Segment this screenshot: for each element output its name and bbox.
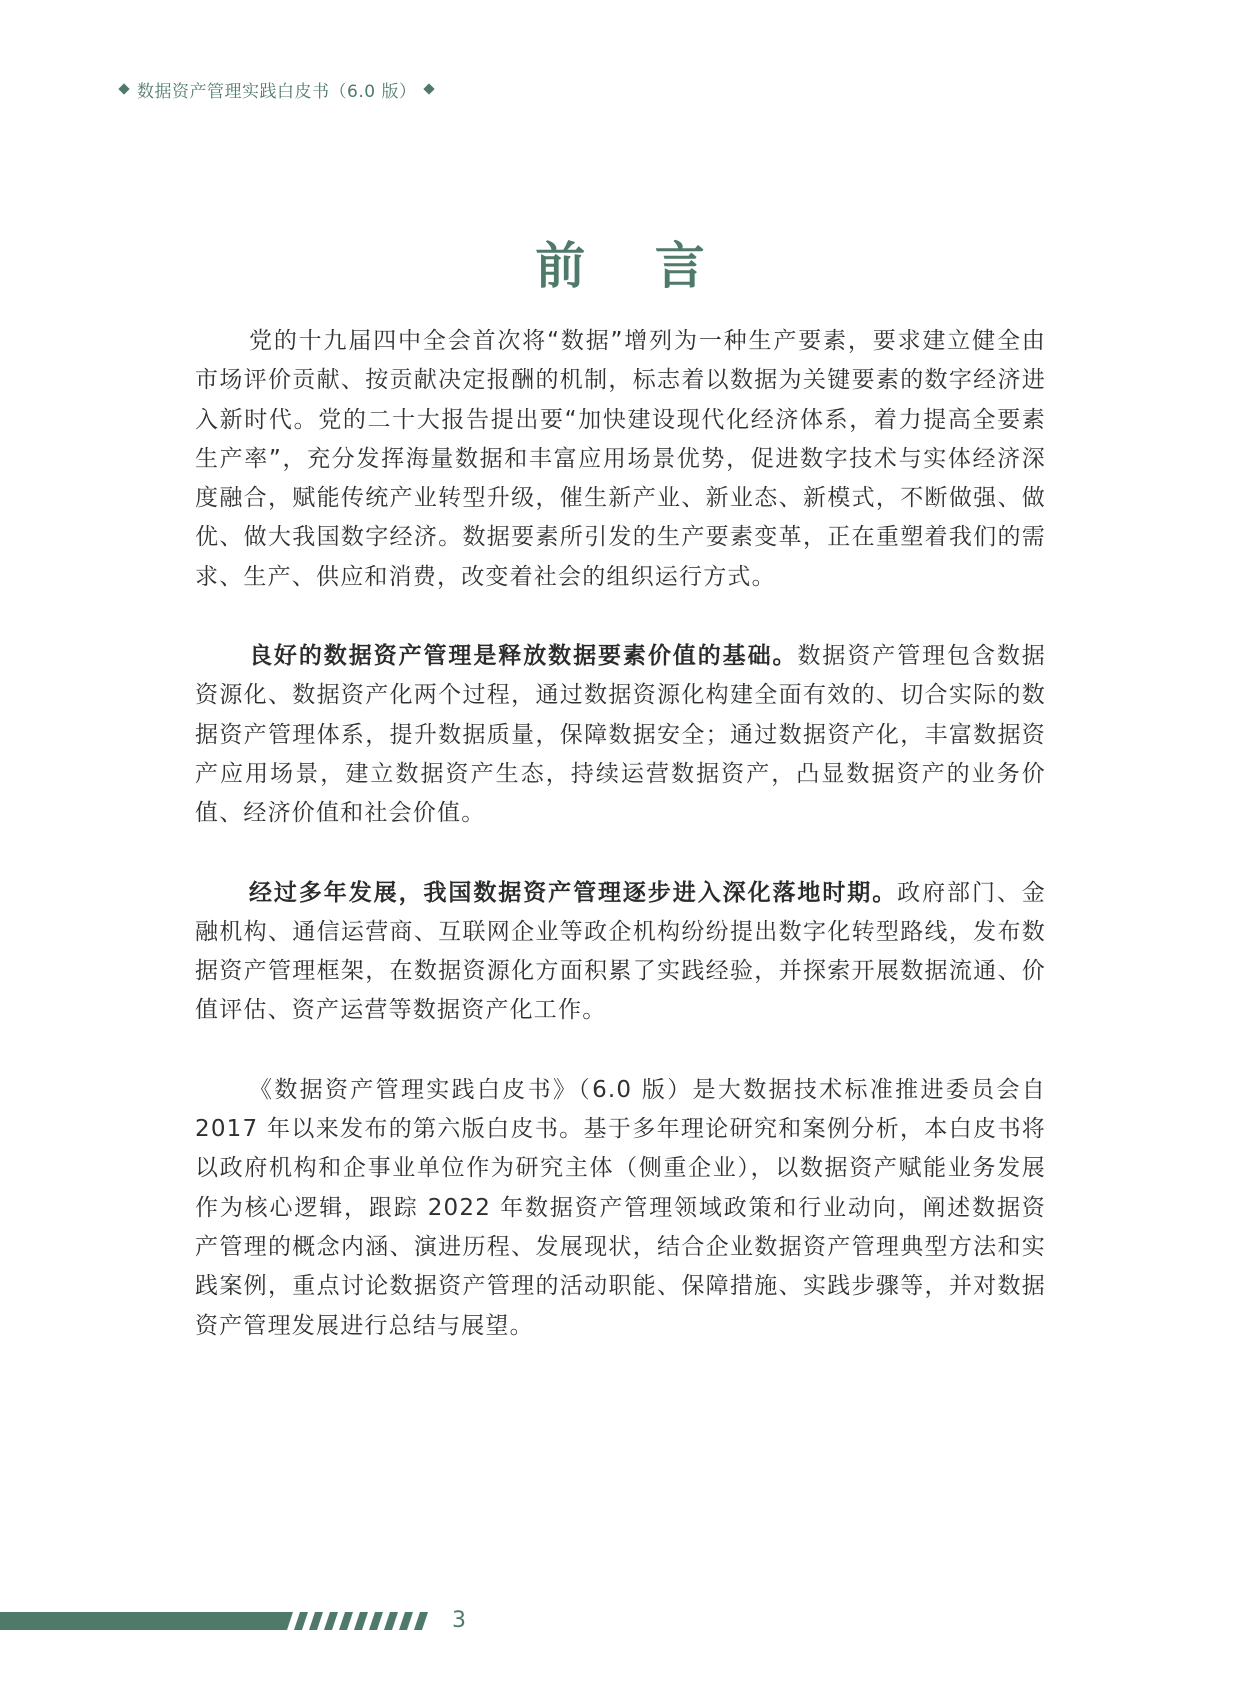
paragraph-2-text: 数据资产管理包含数据资源化、数据资产化两个过程，通过数据资源化构建全面有效的、切合实际的数据资产管理体系，提升数据质量，保障数据安全；通过数据资产化，丰富数据资产应用场景，建立数据资产生态，持续运营数据资产，凸显数据资产的业务价值、经济价值和社会价值。 xyxy=(195,643,1046,827)
diamond-icon xyxy=(424,83,435,94)
footer-solid-bar xyxy=(0,1612,293,1630)
footer-stripe xyxy=(294,1612,308,1630)
paragraph-4 xyxy=(195,1071,1046,1346)
footer-stripe xyxy=(324,1612,338,1630)
footer-stripe-bar xyxy=(0,1612,440,1630)
paragraph-3-lead: 经过多年发展，我国数据资产管理逐步进入深化落地时期。 xyxy=(249,879,898,906)
footer-stripe xyxy=(339,1612,353,1630)
page-number: 3 xyxy=(452,1608,466,1633)
footer-stripe xyxy=(354,1612,368,1630)
footer-stripe xyxy=(414,1612,428,1630)
diamond-icon xyxy=(118,83,129,94)
page-title: 前 言 xyxy=(535,236,731,295)
paragraph-4-text: 《数据资产管理实践白皮书》（6.0 版）是大数据技术标准推进委员会自 2017 年以来发布的第六版白皮书。基于多年理论研究和案例分析，本白皮书将以政府机构和企事业单位作为研究主体（侧重企业），以数据资产赋能业务发展作为核心逻辑，跟踪 2022 年数据资产管理领域政策和行业动向，阐述数据资产管理的概念内涵、演进历程、发展现状，结合企业数据资产管理典型方法和实践案例，重点讨论数据资产管理的活动职能、保障措施、实践步骤等，并对数据资产管理发展进行总结与展望。 xyxy=(195,1076,1046,1339)
body-text xyxy=(195,322,1046,1386)
paragraph-1-text: 党的十九届四中全会首次将“数据”增列为一种生产要素，要求建立健全由市场评价贡献、按贡献决定报酬的机制，标志着以数据为关键要素的数字经济进入新时代。党的二十大报告提出要“加快建设现代化经济体系，着力提高全要素生产率”，充分发挥海量数据和丰富应用场景优势，促进数字技术与实体经济深度融合，赋能传统产业转型升级，催生新产业、新业态、新模式，不断做强、做优、做大我国数字经济。数据要素所引发的生产要素变革，正在重塑着我们的需求、生产、供应和消费，改变着社会的组织运行方式。 xyxy=(195,328,1046,590)
paragraph-3-text: 政府部门、金融机构、通信运营商、互联网企业等政企机构纷纷提出数字化转型路线，发布数据资产管理框架，在数据资源化方面积累了实践经验，并探索开展数据流通、价值评估、资产运营等数据资产化工作。 xyxy=(195,879,1047,1024)
footer-stripe xyxy=(399,1612,413,1630)
footer-stripe xyxy=(384,1612,398,1630)
paragraph-1 xyxy=(195,322,1046,597)
running-header xyxy=(118,74,442,104)
paragraph-2-lead: 良好的数据资产管理是释放数据要素价值的基础。 xyxy=(249,643,798,670)
running-header-title: 数据资产管理实践白皮书（6.0 版） xyxy=(137,81,417,102)
footer-stripe xyxy=(369,1612,383,1630)
footer-stripe xyxy=(309,1612,323,1630)
paragraph-2 xyxy=(195,637,1046,833)
paragraph-3 xyxy=(195,874,1046,1031)
